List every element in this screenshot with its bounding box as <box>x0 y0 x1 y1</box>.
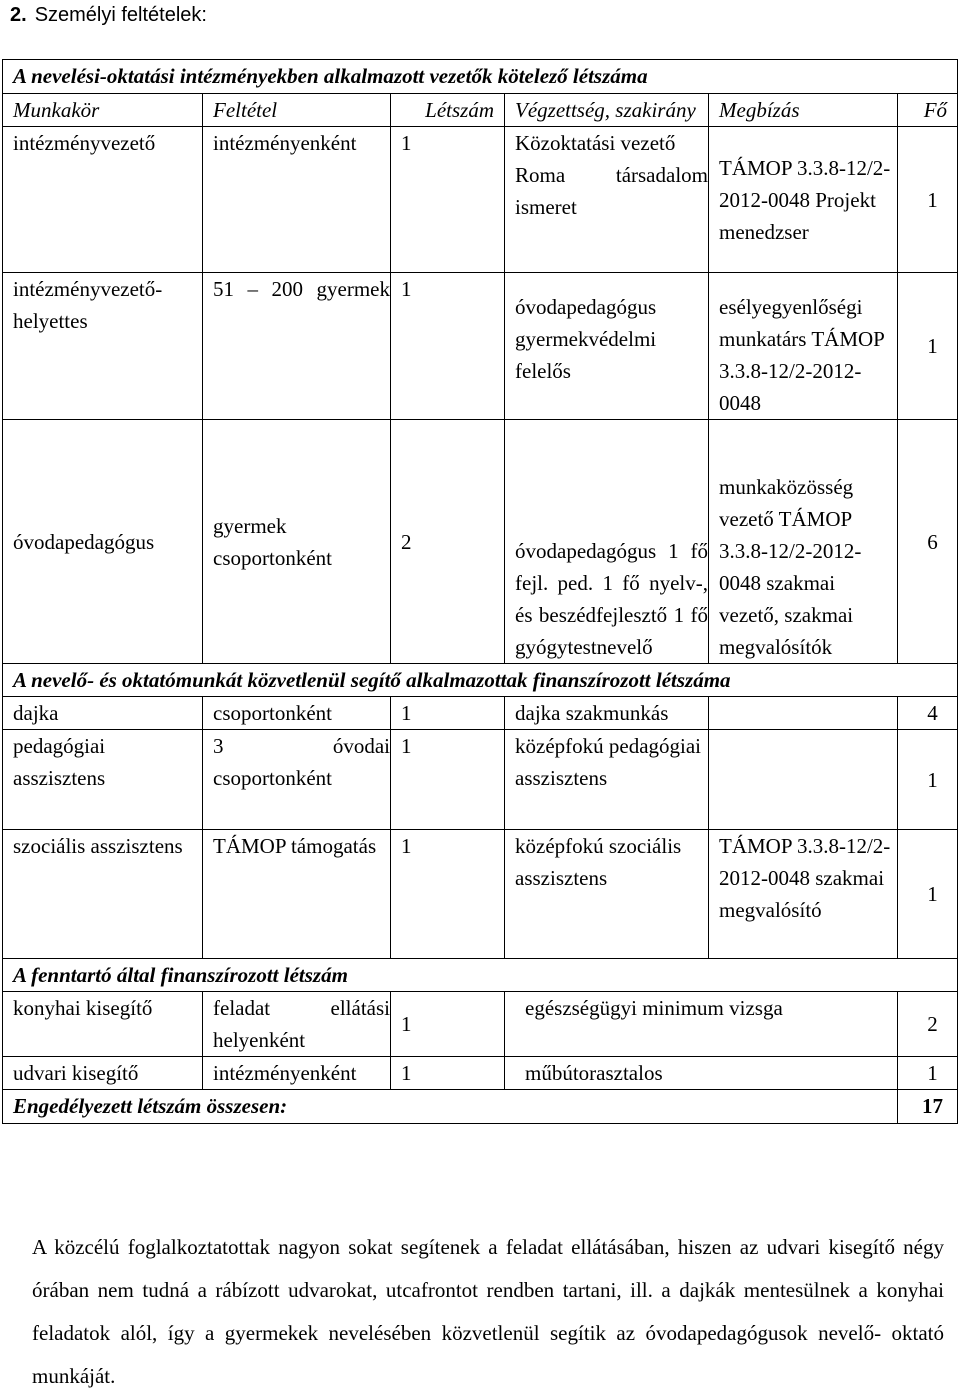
cell-fo: 1 <box>898 730 958 830</box>
cell-megbizas: esélyegyenlőségi munkatárs TÁMOP 3.3.8-12/2-2012-0048 <box>709 273 898 420</box>
cell-fo: 1 <box>898 273 958 420</box>
total-row <box>3 1090 958 1124</box>
cell-letszam: 1 <box>391 1057 505 1090</box>
vegzettseg-line-2: Roma társadalom ismeret <box>515 163 708 219</box>
cell-feltetel: csoportonként <box>203 697 391 730</box>
cell-munkakor: óvodapedagógus <box>3 420 203 664</box>
cell-munkakor: szociális asszisztens <box>3 830 203 959</box>
table-row <box>3 992 958 1057</box>
cell-megbizas: TÁMOP 3.3.8-12/2-2012-0048 Projekt menedzser <box>709 127 898 273</box>
section-row-support <box>3 664 958 697</box>
cell-feltetel: gyermek csoportonként <box>203 420 391 664</box>
cell-fo: 1 <box>898 127 958 273</box>
vegzettseg-line-1: Közoktatási vezető <box>515 131 676 155</box>
cell-munkakor: intézményvezető-helyettes <box>3 273 203 420</box>
header-row <box>3 94 958 127</box>
total-label: Engedélyezett létszám összesen: <box>3 1090 898 1124</box>
cell-letszam: 1 <box>391 273 505 420</box>
section-title-maintainer: A fenntartó által finanszírozott létszám <box>3 959 958 992</box>
table-row <box>3 830 958 959</box>
cell-letszam: 1 <box>391 830 505 959</box>
section-title-support: A nevelő- és oktatómunkát közvetlenül segítő alkalmazottak finanszírozott létszáma <box>3 664 958 697</box>
total-value: 17 <box>898 1090 958 1124</box>
cell-munkakor: dajka <box>3 697 203 730</box>
cell-feltetel: intézményenként <box>203 127 391 273</box>
body-paragraph: A közcélú foglalkoztatottak nagyon sokat segítenek a feladat ellátásában, hiszen az udvari kisegítő négy órában nem tudná a rábízott udvarokat, utcafrontot rendben tartani, ill. a dajkák mentesülnek a konyhai feladatok alól, így a gyermekek nevelésében közvetlenül segítik az óvodapedagógusok nevelő- oktató munkáját. <box>32 1235 944 1388</box>
cell-fo: 4 <box>898 697 958 730</box>
cell-megbizas: TÁMOP 3.3.8-12/2-2012-0048 szakmai megvalósító <box>709 830 898 959</box>
cell-vegzettseg: dajka szakmunkás <box>505 697 709 730</box>
header-vegzettseg: Végzettség, szakirány <box>505 94 709 127</box>
cell-vegzettseg: műbútorasztalos <box>505 1057 898 1090</box>
cell-feltetel: feladat ellátási helyenként <box>203 992 391 1057</box>
cell-vegzettseg: óvodapedagógus 1 fő fejl. ped. 1 fő nyelv-, és beszédfejlesztő 1 fő gyógytestnevelő <box>505 420 709 664</box>
header-megbizas: Megbízás <box>709 94 898 127</box>
cell-feltetel: 3 óvodai csoportonként <box>203 730 391 830</box>
table-row <box>3 1057 958 1090</box>
header-fo: Fő <box>898 94 958 127</box>
cell-letszam: 1 <box>391 992 505 1057</box>
table-row <box>3 127 958 273</box>
cell-vegzettseg: egészségügyi minimum vizsga <box>505 992 898 1057</box>
cell-vegzettseg: középfokú pedagógiai asszisztens <box>505 730 709 830</box>
table-row <box>3 697 958 730</box>
section-number: 2. <box>10 4 27 26</box>
cell-letszam: 2 <box>391 420 505 664</box>
header-feltetel: Feltétel <box>203 94 391 127</box>
cell-vegzettseg: óvodapedagógus gyermekvédelmi felelős <box>505 273 709 420</box>
cell-feltetel: 51 – 200 gyermek <box>203 273 391 420</box>
cell-fo: 1 <box>898 830 958 959</box>
cell-letszam: 1 <box>391 697 505 730</box>
section-title-leaders: A nevelési-oktatási intézményekben alkalmazott vezetők kötelező létszáma <box>3 60 958 94</box>
table-row <box>3 273 958 420</box>
cell-munkakor: pedagógiai asszisztens <box>3 730 203 830</box>
cell-megbizas <box>709 697 898 730</box>
cell-munkakor: intézményvezető <box>3 127 203 273</box>
staffing-table <box>2 59 958 1124</box>
cell-munkakor: udvari kisegítő <box>3 1057 203 1090</box>
header-munkakor: Munkakör <box>3 94 203 127</box>
cell-letszam: 1 <box>391 730 505 830</box>
cell-fo: 1 <box>898 1057 958 1090</box>
cell-megbizas: munkaközösség vezető TÁMOP 3.3.8-12/2-2012-0048 szakmai vezető, szakmai megvalósítók <box>709 420 898 664</box>
section-heading <box>10 0 207 30</box>
table-row <box>3 730 958 830</box>
header-letszam: Létszám <box>391 94 505 127</box>
cell-feltetel: TÁMOP támogatás <box>203 830 391 959</box>
section-title: Személyi feltételek: <box>34 4 207 26</box>
cell-vegzettseg: középfokú szociális asszisztens <box>505 830 709 959</box>
cell-munkakor: konyhai kisegítő <box>3 992 203 1057</box>
table-row <box>3 420 958 664</box>
cell-vegzettseg <box>505 127 709 273</box>
cell-letszam: 1 <box>391 127 505 273</box>
cell-fo: 2 <box>898 992 958 1057</box>
section-row-leaders <box>3 60 958 94</box>
cell-megbizas <box>709 730 898 830</box>
section-row-maintainer <box>3 959 958 992</box>
cell-fo: 6 <box>898 420 958 664</box>
cell-feltetel: intézményenként <box>203 1057 391 1090</box>
